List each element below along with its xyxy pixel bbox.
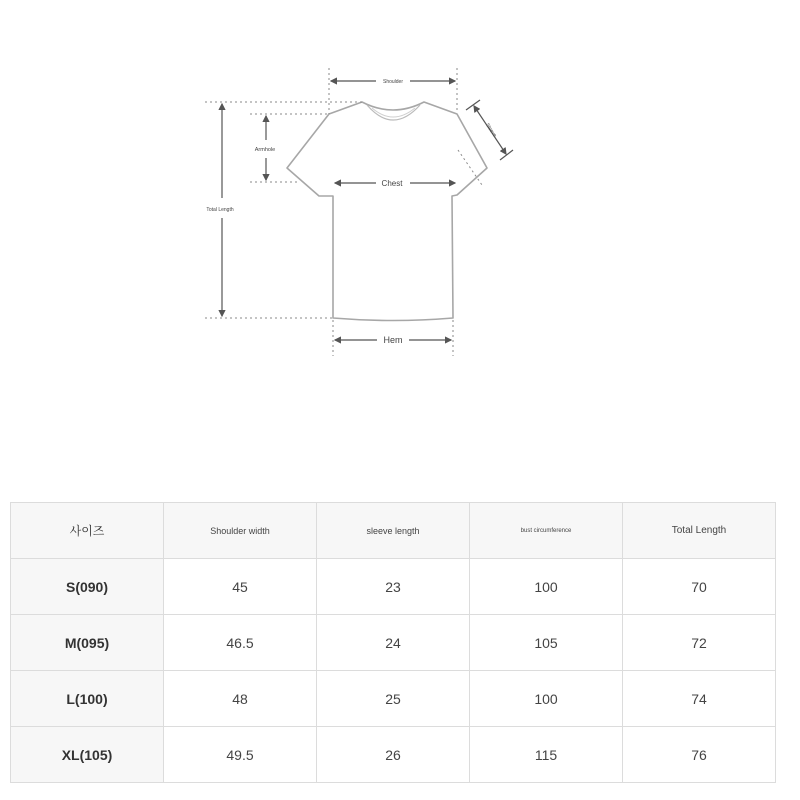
shoulder-value: 46.5 — [164, 615, 317, 671]
header-sleeve-length: sleeve length — [317, 503, 470, 559]
bust-value: 100 — [470, 671, 623, 727]
header-total-length: Total Length — [623, 503, 776, 559]
header-shoulder-width: Shoulder width — [164, 503, 317, 559]
total-length-value: 72 — [623, 615, 776, 671]
sleeve-value: 25 — [317, 671, 470, 727]
label-sleeve: Sleeve — [484, 122, 498, 139]
sleeve-value: 24 — [317, 615, 470, 671]
bust-value: 100 — [470, 559, 623, 615]
size-label: M(095) — [11, 615, 164, 671]
sleeve-value: 26 — [317, 727, 470, 783]
size-label: L(100) — [11, 671, 164, 727]
shoulder-value: 45 — [164, 559, 317, 615]
sleeve-value: 23 — [317, 559, 470, 615]
label-hem: Hem — [383, 335, 403, 345]
size-chart-table — [10, 502, 776, 783]
table-row — [11, 727, 776, 783]
table-row — [11, 615, 776, 671]
table-row — [11, 671, 776, 727]
shoulder-value: 48 — [164, 671, 317, 727]
label-shoulder: Shoulder — [382, 79, 404, 85]
bust-value: 115 — [470, 727, 623, 783]
tshirt-outline — [287, 102, 487, 321]
label-total-length: Total Length — [206, 207, 234, 213]
header-bust-circumference: bust circumference — [470, 503, 623, 559]
size-label: S(090) — [11, 559, 164, 615]
label-armhole: Armhole — [254, 147, 276, 153]
table-header-row — [11, 503, 776, 559]
table-row — [11, 559, 776, 615]
label-chest: Chest — [381, 179, 403, 188]
total-length-value: 76 — [623, 727, 776, 783]
size-label: XL(105) — [11, 727, 164, 783]
total-length-value: 70 — [623, 559, 776, 615]
bust-value: 105 — [470, 615, 623, 671]
shoulder-value: 49.5 — [164, 727, 317, 783]
header-size: 사이즈 — [11, 503, 164, 559]
total-length-value: 74 — [623, 671, 776, 727]
